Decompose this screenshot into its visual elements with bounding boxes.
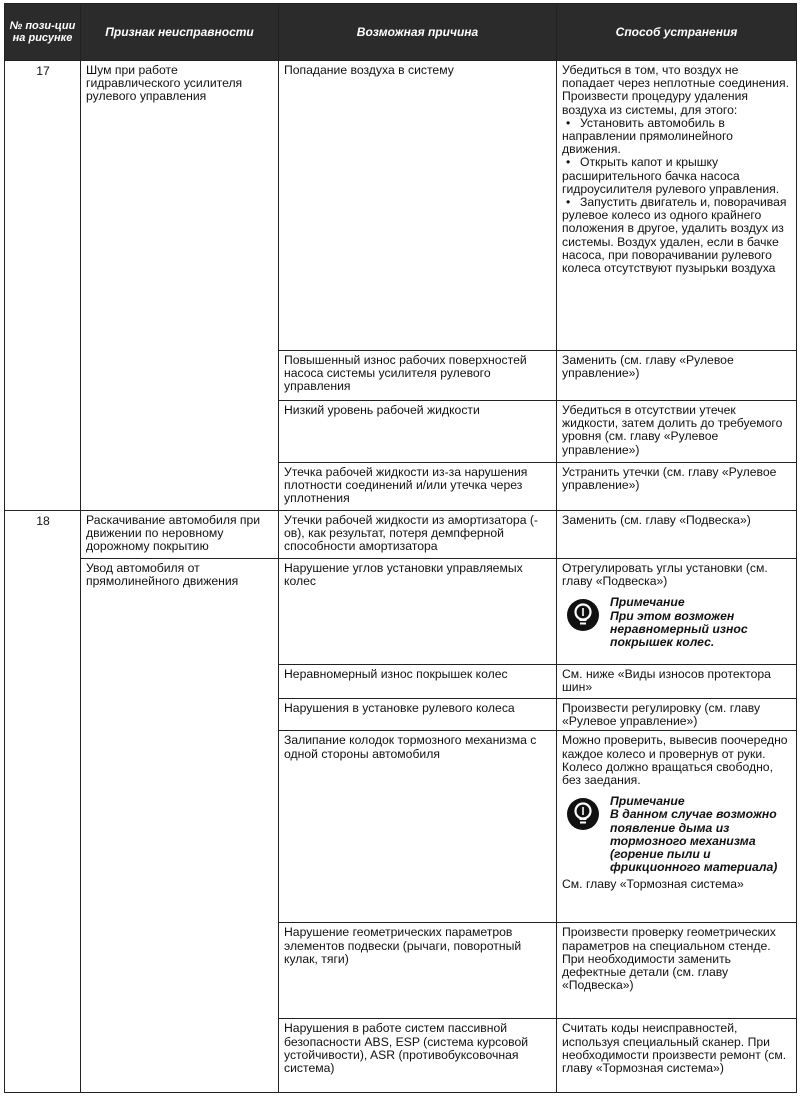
cause-text: Нарушения в работе систем пассивной безопасности ABS, ESP (система курсовой устойчивости), ASR (противобуксовочная система) (279, 1019, 557, 1093)
header-position-number: № пози-ции на рисунке (5, 4, 81, 61)
remedy-cell (557, 559, 797, 665)
header-symptom: Признак неисправности (81, 4, 279, 61)
cause-text: Утечка рабочей жидкости из-за нарушения плотности соединений и/или утечка через уплотнения (279, 463, 557, 511)
cause-text: Низкий уровень рабочей жидкости (279, 401, 557, 463)
cause-text: Нарушение геометрических параметров элементов подвески (рычаги, поворотный кулак, тяги) (279, 923, 557, 1019)
remedy-text: Заменить (см. главу «Рулевое управление») (557, 351, 797, 401)
lightbulb-icon (566, 598, 600, 632)
remedy-text: Убедиться в отсутствии утечек жидкости, затем долить до требуемого уровня (см. главу «Рулевое управление») (557, 401, 797, 463)
cause-text: Повышенный износ рабочих поверхностей насоса системы усилителя рулевого управления (279, 351, 557, 401)
table-row (5, 511, 797, 559)
list-item (562, 196, 792, 275)
bullet-icon: • (566, 155, 571, 170)
remedy-step-text: Запустить двигатель и, поворачивая рулевое колесо из одного крайнего положения в другое, удалить воздух из системы. Воздух удален, если в бачке насоса, при поворачивании рулевого колеса отсутствуют пузырьки воздуха (562, 195, 787, 276)
list-item (562, 156, 792, 196)
note-text: При этом возможен неравномерный износ покрышек колес. (610, 608, 748, 650)
remedy-text: Произвести регулировку (см. главу «Рулевое управление») (557, 699, 797, 731)
remedy-text: Можно проверить, вывесив поочередно каждое колесо и провернув от руки. Колесо должно вращаться свободно, без заедания. (562, 733, 788, 788)
position-number: 18 (5, 511, 81, 1093)
cause-text: Нарушение углов установки управляемых колес (279, 559, 557, 665)
remedy-cell (557, 61, 797, 351)
remedy-text: Устранить утечки (см. главу «Рулевое управление») (557, 463, 797, 511)
cause-text: Нарушения в установке рулевого колеса (279, 699, 557, 731)
table-header-row (5, 4, 797, 61)
remedy-text: Произвести проверку геометрических параметров на специальном стенде. При необходимости заменить дефектные детали (см. главу «Подвеска») (557, 923, 797, 1019)
header-cause: Возможная причина (279, 4, 557, 61)
list-item (562, 117, 792, 157)
position-number: 17 (5, 61, 81, 511)
symptom-text: Шум при работе гидравлического усилителя рулевого управления (81, 61, 279, 511)
note-block (566, 795, 792, 874)
cause-text: Неравномерный износ покрышек колес (279, 665, 557, 699)
remedy-text: Заменить (см. главу «Подвеска») (557, 511, 797, 559)
lightbulb-icon (566, 797, 600, 831)
note-block (566, 596, 792, 649)
remedy-cell (557, 731, 797, 923)
cause-text: Попадание воздуха в систему (279, 61, 557, 351)
remedy-reference: См. главу «Тормозная система» (562, 877, 744, 892)
symptom-text: Раскачивание автомобиля при движении по неровному дорожному покрытию (81, 511, 279, 559)
table-row (5, 559, 797, 665)
remedy-step-text: Установить автомобиль в направлении прямолинейного движения. (562, 115, 733, 157)
fault-table (4, 3, 797, 1093)
bullet-icon: • (566, 115, 571, 130)
bullet-icon: • (566, 195, 571, 210)
symptom-text: Увод автомобиля от прямолинейного движения (81, 559, 279, 1093)
remedy-text: Отрегулировать углы установки (см. главу «Подвеска») (562, 561, 768, 589)
note-title: Примечание (610, 595, 685, 610)
remedy-step-text: Открыть капот и крышку расширительного бачка насоса гидроусилителя рулевого управления. (562, 155, 780, 196)
page (4, 3, 796, 1095)
cause-text: Утечки рабочей жидкости из амортизатора (-ов), как результат, потеря демпферной способности амортизатора (279, 511, 557, 559)
cause-text: Залипание колодок тормозного механизма с одной стороны автомобиля (279, 731, 557, 923)
note-title: Примечание (610, 794, 685, 809)
remedy-steps (562, 117, 792, 275)
remedy-text: См. ниже «Виды износов протектора шин» (557, 665, 797, 699)
header-remedy: Способ устранения (557, 4, 797, 61)
table-row (5, 61, 797, 351)
note-text: В данном случае возможно появление дыма из тормозного механизма (горение пыли и фрикционного материала) (610, 807, 778, 875)
remedy-text: Считать коды неисправностей, используя специальный сканер. При необходимости произвести ремонт (см. главу «Тормозная система») (557, 1019, 797, 1093)
remedy-intro: Убедиться в том, что воздух не попадает через неплотные соединения. Произвести процедуру удаления воздуха из системы, для этого: (562, 63, 789, 117)
